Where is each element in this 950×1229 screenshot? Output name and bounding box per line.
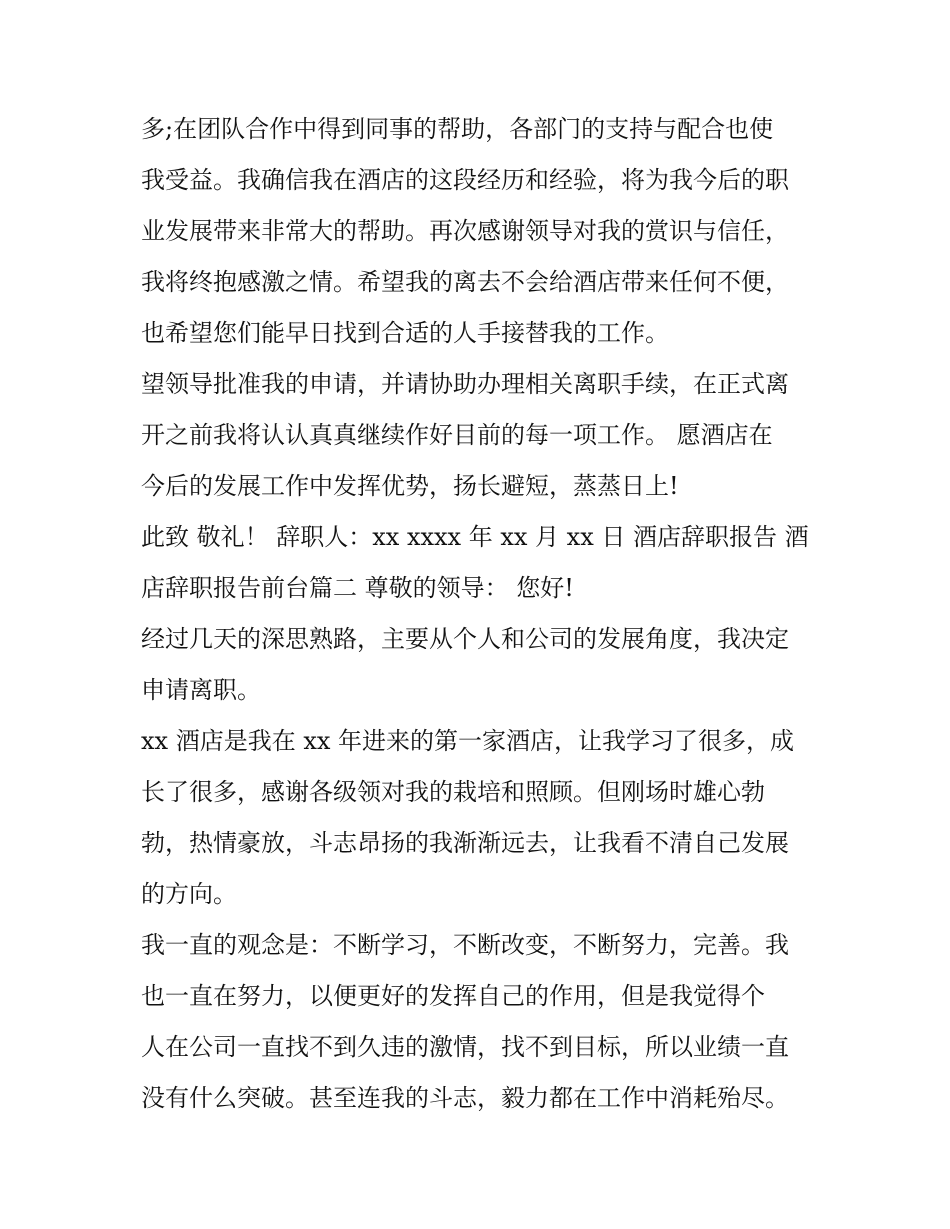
text-line: 此致 敬礼！ 辞职人：xx xxxx 年 xx 月 xx 日 酒店辞职报告 酒 [141,523,809,551]
text-line: 人在公司一直找不到久违的激情，找不到目标，所以业绩一直 [141,1033,789,1061]
text-line: 店辞职报告前台篇二 尊敬的领导： 您好! [141,574,574,602]
text-line: 望领导批准我的申请，并请协助办理相关离职手续，在正式离 [141,370,789,398]
text-line: 今后的发展工作中发挥优势，扬长避短，蒸蒸日上! [141,472,679,500]
text-line: 业发展带来非常大的帮助。再次感谢领导对我的赏识与信任， [141,217,789,245]
text-line: 的方向。 [141,880,237,908]
text-line: 勃，热情豪放，斗志昂扬的我渐渐远去，让我看不清自己发展 [141,829,789,857]
text-line: 也希望您们能早日找到合适的人手接替我的工作。 [141,319,669,347]
text-line: 我将终抱感激之情。希望我的离去不会给酒店带来任何不便， [141,268,789,296]
text-line: 长了很多，感谢各级领对我的栽培和照顾。但刚场时雄心勃 [141,778,765,806]
text-line: 申请离职。 [141,676,261,704]
document-body [141,110,821,1130]
text-line: 没有什么突破。甚至连我的斗志，毅力都在工作中消耗殆尽。 [141,1084,789,1112]
text-line: 我受益。我确信我在酒店的这段经历和经验，将为我今后的职 [141,166,789,194]
text-line: 开之前我将认认真真继续作好目前的每一项工作。 愿酒店在 [141,421,773,449]
text-line: 多;在团队合作中得到同事的帮助，各部门的支持与配合也使 [141,115,774,143]
text-line: 我一直的观念是：不断学习，不断改变，不断努力，完善。我 [141,931,789,959]
text-line: 经过几天的深思熟路，主要从个人和公司的发展角度，我决定 [141,625,789,653]
text-line: 也一直在努力，以便更好的发挥自己的作用，但是我觉得个 [141,982,765,1010]
text-line: xx 酒店是我在 xx 年进来的第一家酒店，让我学习了很多，成 [141,727,795,755]
